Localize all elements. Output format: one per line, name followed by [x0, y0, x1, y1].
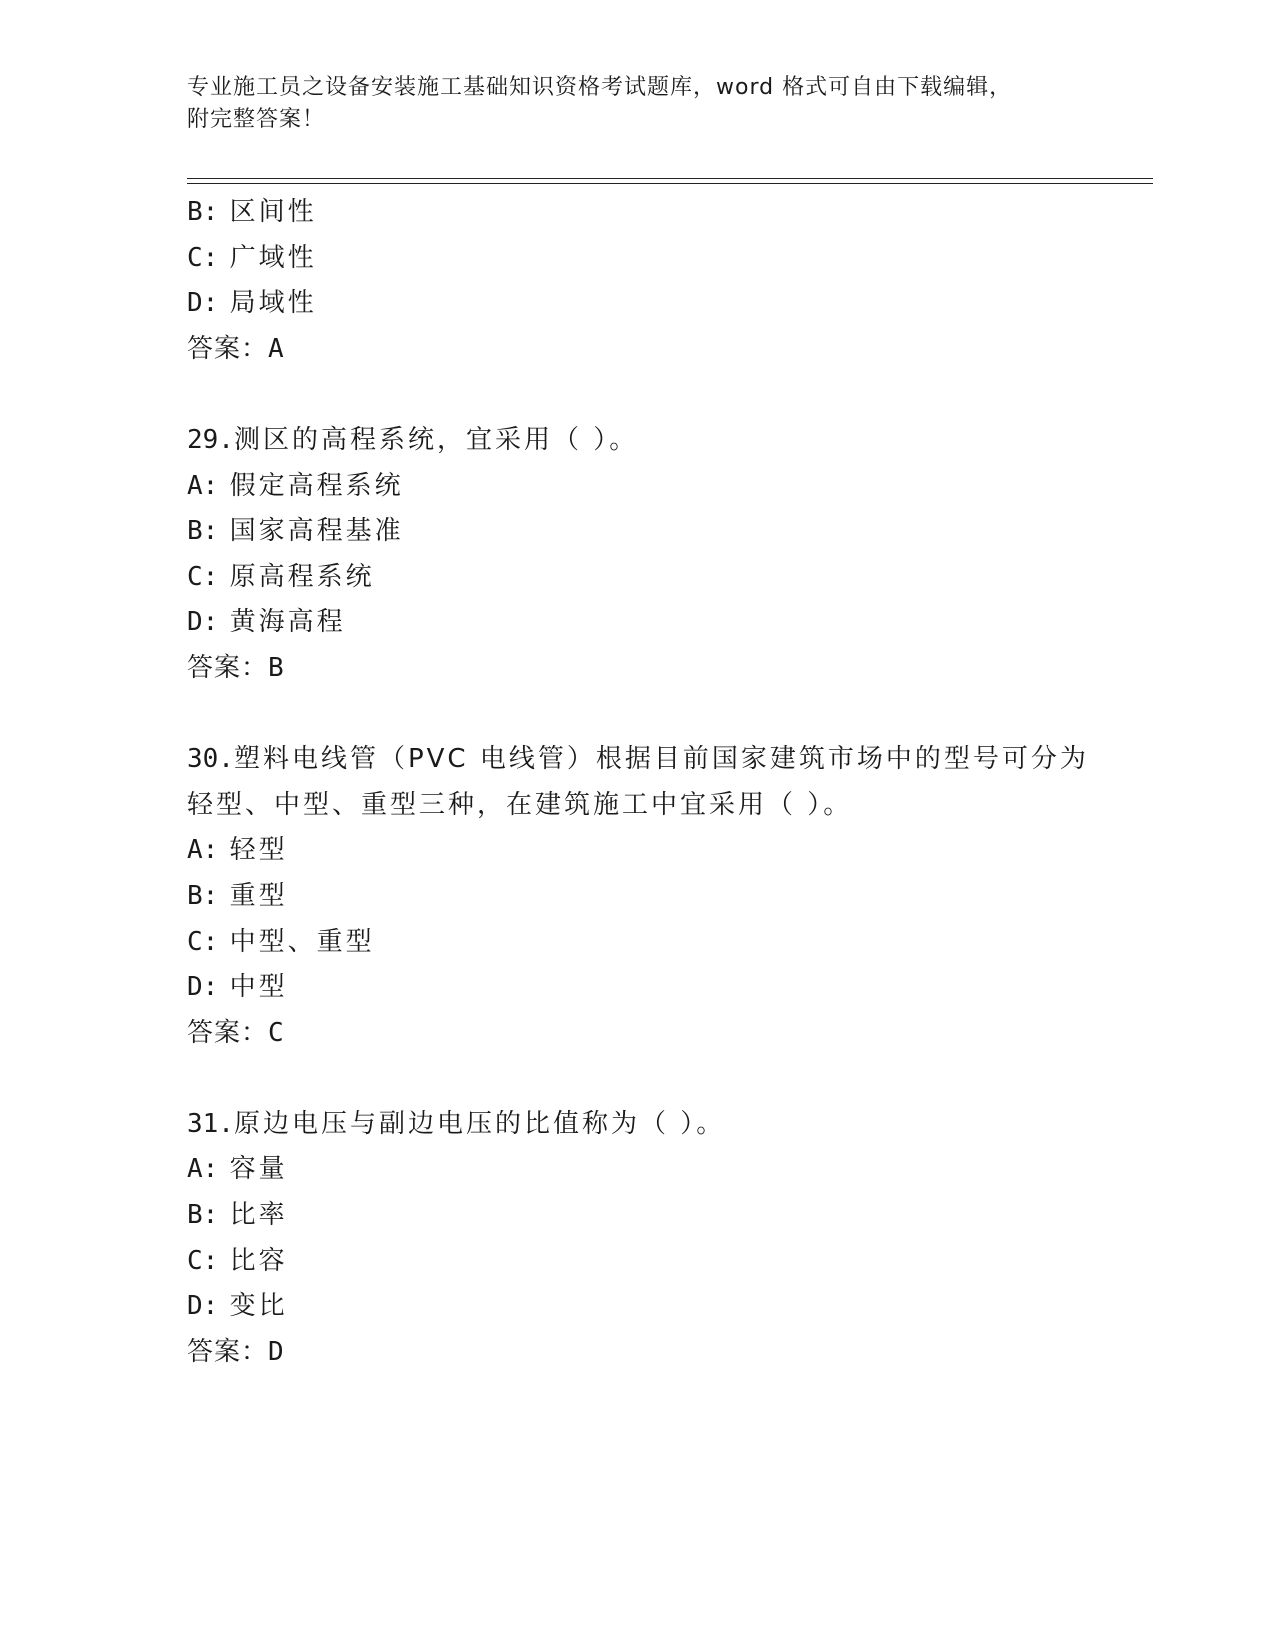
option-label: B: — [187, 516, 219, 547]
question-30 — [187, 737, 1147, 1056]
option-text: 变比 — [229, 1291, 288, 1322]
option-text: 轻型 — [229, 835, 288, 866]
option-label: B: — [187, 197, 219, 227]
option-text: 国家高程基准 — [229, 516, 404, 547]
option-text: 广域性 — [229, 242, 317, 273]
option-b — [187, 509, 1147, 555]
option-d — [187, 1284, 1147, 1330]
option-a — [187, 1147, 1147, 1193]
option-label: D: — [187, 1291, 219, 1322]
header-rule-bottom — [187, 183, 1153, 184]
question-list — [187, 190, 1147, 1375]
option-text: 局域性 — [229, 288, 317, 319]
question-stem — [187, 1102, 1147, 1148]
question-text: 塑料电线管（PVC 电线管）根据目前国家建筑市场中的型号可分为 — [233, 744, 1089, 775]
option-label: D: — [187, 288, 219, 319]
question-29 — [187, 418, 1147, 692]
option-a — [187, 464, 1147, 510]
page-header — [187, 72, 1087, 136]
question-text: 测区的高程系统，宜采用（ ）。 — [233, 424, 639, 455]
answer-value: D — [268, 1336, 285, 1367]
option-text: 黄海高程 — [229, 607, 346, 638]
option-c — [187, 236, 1147, 282]
answer-line — [187, 1011, 1147, 1057]
answer-line — [187, 646, 1147, 692]
question-number: 29. — [187, 424, 234, 455]
option-label: C: — [187, 926, 219, 957]
answer-label: 答案： — [187, 652, 269, 683]
option-text: 比容 — [229, 1245, 288, 1276]
answer-line — [187, 1330, 1147, 1376]
option-d — [187, 281, 1147, 327]
answer-line — [187, 327, 1147, 373]
option-text: 中型、重型 — [229, 926, 375, 957]
question-text: 轻型、中型、重型三种，在建筑施工中宜采用（ ）。 — [187, 789, 853, 820]
option-b — [187, 190, 1147, 236]
option-label: A: — [187, 835, 219, 866]
question-stem — [187, 737, 1147, 783]
option-label: C: — [187, 561, 219, 592]
header-rule-top — [187, 178, 1153, 179]
question-stem-continued — [187, 783, 1147, 829]
option-label: A: — [187, 470, 219, 501]
option-text: 中型 — [229, 972, 288, 1003]
option-text: 重型 — [229, 880, 288, 911]
option-label: C: — [187, 242, 219, 273]
option-text: 容量 — [229, 1154, 288, 1185]
question-28-continued — [187, 190, 1147, 372]
option-c — [187, 555, 1147, 601]
spacer — [187, 372, 1147, 418]
option-d — [187, 600, 1147, 646]
question-text: 原边电压与副边电压的比值称为（ ）。 — [233, 1108, 726, 1139]
option-b — [187, 1193, 1147, 1239]
question-31 — [187, 1102, 1147, 1376]
question-number: 31. — [187, 1108, 234, 1139]
option-text: 比率 — [229, 1200, 288, 1231]
option-label: D: — [187, 607, 219, 638]
option-text: 原高程系统 — [229, 561, 375, 592]
option-d — [187, 965, 1147, 1011]
header-line-1: 专业施工员之设备安装施工基础知识资格考试题库，word 格式可自由下载编辑， — [187, 75, 1013, 100]
option-label: A: — [187, 1154, 219, 1185]
option-text: 区间性 — [229, 197, 317, 227]
option-a — [187, 828, 1147, 874]
option-label: C: — [187, 1245, 219, 1276]
answer-value: A — [268, 333, 285, 364]
option-label: D: — [187, 972, 219, 1003]
option-text: 假定高程系统 — [229, 470, 404, 501]
answer-label: 答案： — [187, 1017, 269, 1048]
option-label: B: — [187, 880, 219, 911]
spacer — [187, 692, 1147, 738]
option-c — [187, 1239, 1147, 1285]
option-label: B: — [187, 1200, 219, 1231]
question-stem — [187, 418, 1147, 464]
answer-value: B — [268, 652, 285, 683]
option-c — [187, 920, 1147, 966]
header-line-2: 附完整答案！ — [187, 107, 326, 132]
spacer — [187, 1056, 1147, 1102]
question-number: 30. — [187, 744, 234, 775]
answer-label: 答案： — [187, 1336, 269, 1367]
option-b — [187, 874, 1147, 920]
answer-label: 答案： — [187, 333, 269, 364]
answer-value: C — [268, 1017, 285, 1048]
